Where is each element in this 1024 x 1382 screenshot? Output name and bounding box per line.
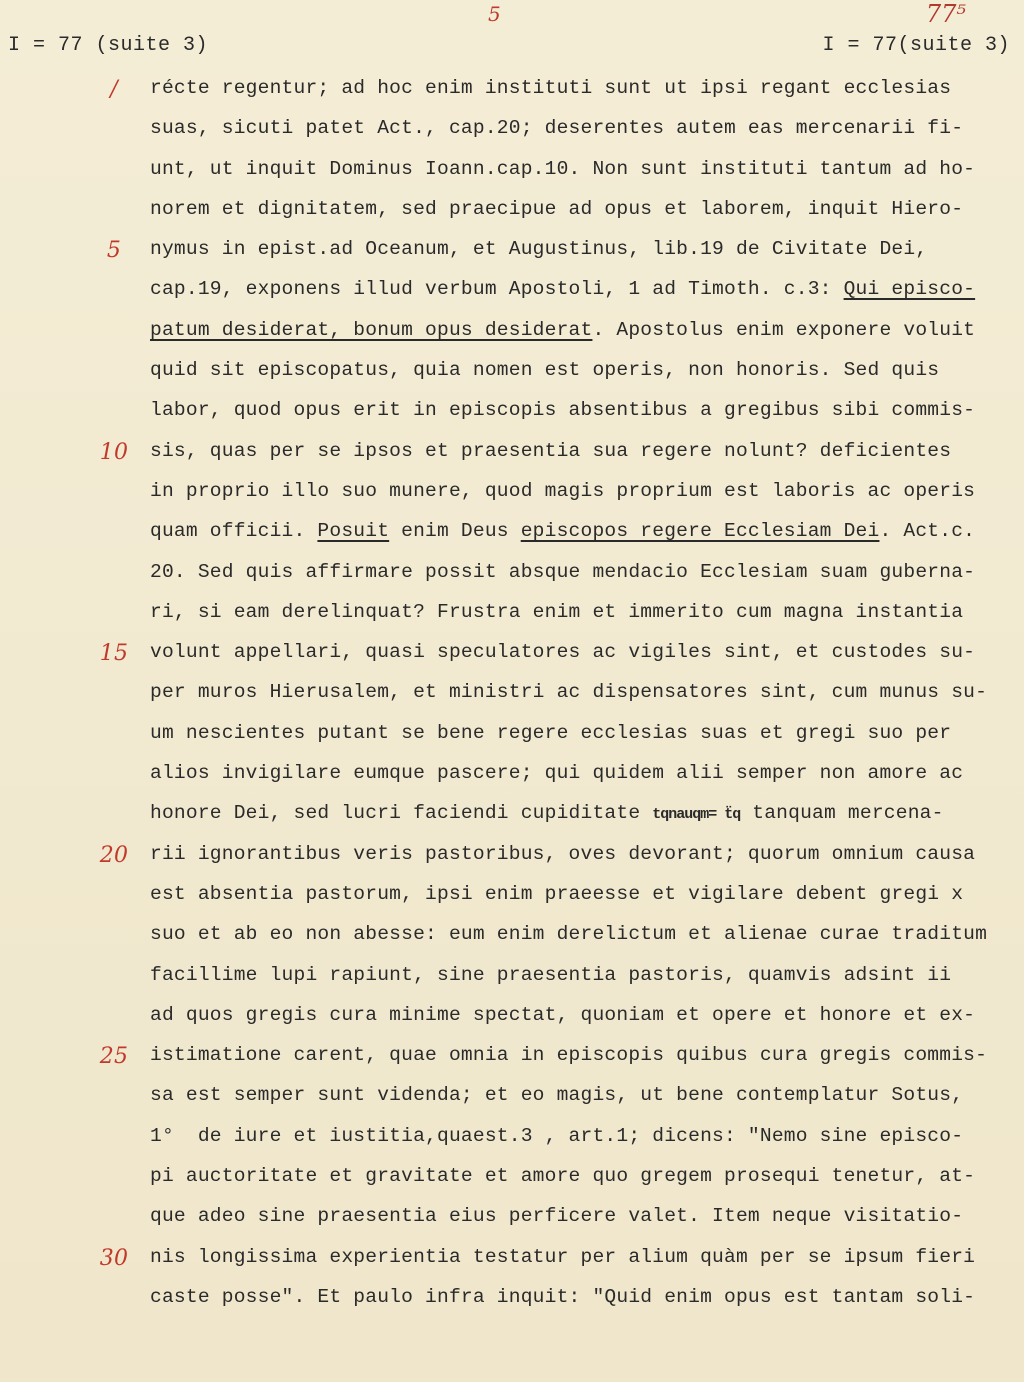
line-text: 1° de iure et iustitia,quaest.3 , art.1; dicens: "Nemo sine episco- [150,1124,964,1147]
line-text: récte regentur; ad hoc enim instituti sunt ut ipsi regant ecclesias [150,77,952,99]
text-line [99,839,1020,879]
line-text: 20. Sed quis affirmare possit absque mendacio Ecclesiam suam guberna- [150,560,976,583]
line-text: nymus in epist.ad Oceanum, et Augustinus, lib.19 de Civitate Dei, [150,238,928,261]
line-text: tanquam mercena- [740,802,944,825]
line-text: quam officii. [150,520,318,543]
line-text: per muros Hierusalem, et ministri ac dispensatores sint, cum munus su- [150,681,988,704]
line-text: suas, sicuti patet Act., cap.20; deserentes autem eas mercenarii fi- [150,117,964,140]
line-text: um nescientes putant se bene regere ecclesias suas et gregi suo per [150,721,952,744]
line-text: cap.19, exponens illud verbum Apostoli, 1 ad Timoth. c.3: [150,278,844,301]
text-line [99,436,1020,476]
pencil-folio-number: 77⁵ [925,0,966,28]
line-text: labor, quod opus erit in episcopis absentibus a gregibus sibi commis- [150,399,976,422]
text-line [150,113,1020,153]
line-text: caste posse". Et paulo infra inquit: "Quid enim opus est tantam soli- [150,1285,976,1308]
text-line [99,1040,1020,1080]
line-number-marker: / [110,77,118,102]
header-right-reference: I = 77(suite 3) [822,34,1010,57]
line-text: istimatione carent, quae omnia in episcopis quibus cura gregis commis- [150,1044,988,1067]
text-line [150,476,1020,516]
text-line [150,919,1020,959]
line-number-marker: 20 [99,842,129,868]
line-text: nis longissima experientia testatur per alium quàm per se ipsum fieri [150,1245,976,1268]
line-number-marker: 25 [99,1044,129,1070]
text-line [150,960,1020,1000]
line-text: . Act.c. [879,520,976,543]
header-left-reference: I = 77 (suite 3) [8,34,209,57]
underlined-text: patum desiderat, bonum opus desiderat [150,318,593,341]
line-text: que adeo sine praesentia eius perficere valet. Item neque visitatio- [150,1205,964,1228]
text-line [106,234,1020,274]
text-line [150,1201,1020,1241]
text-line [99,637,1020,677]
text-line [150,315,1020,355]
text-line [150,758,1020,798]
text-line [150,798,1020,838]
text-line [150,557,1020,597]
line-text: ri, si eam derelinquat? Frustra enim et immerito cum magna instantia [150,600,964,623]
text-line [150,718,1020,758]
text-line [110,73,1020,113]
line-text: rii ignorantibus veris pastoribus, oves devorant; quorum omnium causa [150,842,976,865]
line-text: alios invigilare eumque pascere; qui quidem alii semper non amore ac [150,762,964,785]
text-line [150,1161,1020,1201]
underlined-text: episcopos regere Ecclesiam Dei [520,520,880,543]
text-line [150,1121,1020,1161]
body-text [99,73,1020,1322]
line-text: honore Dei, sed lucri faciendi cupiditate [150,802,653,825]
text-line [150,194,1020,234]
line-number-marker: 15 [99,641,129,667]
underlined-text: Qui episco- [843,278,976,301]
line-number-marker: 5 [106,238,122,264]
line-text: volunt appellari, quasi speculatores ac vigiles sint, et custodes su- [150,641,976,664]
text-line [150,1282,1020,1322]
line-text: ad quos gregis cura minime spectat, quoniam et opere et honore et ex- [150,1003,976,1026]
line-text: norem et dignitatem, sed praecipue ad opus et laborem, inquit Hiero- [150,197,964,220]
line-text: enim Deus [389,520,521,543]
text-line [150,355,1020,395]
line-text: . Apostolus enim exponere voluit [592,318,976,341]
text-line [150,395,1020,435]
text-line [150,597,1020,637]
line-text: sis, quas per se ipsos et praesentia sua regere nolunt? deficientes [150,439,952,462]
line-text: sa est semper sunt videnda; et eo magis, ut bene contemplatur Sotus, [150,1084,964,1107]
line-text: quid sit episcopatus, quia nomen est operis, non honoris. Sed quis [150,359,940,382]
text-line [150,1000,1020,1040]
text-line [150,677,1020,717]
line-text: est absentia pastorum, ipsi enim praeesse et vigilare debent gregi x [150,882,964,905]
struck-out-text: tqnauqm= ẗq [652,806,741,824]
line-text: facillime lupi rapiunt, sine praesentia pastoris, quamvis adsint ii [150,963,952,986]
line-text: pi auctoritate et gravitate et amore quo gregem prosequi tenetur, at- [150,1165,976,1188]
line-text: in proprio illo suo munere, quod magis proprium est laboris ac operis [150,479,976,502]
text-line [150,516,1020,556]
underlined-text: Posuit [317,520,390,543]
pencil-page-mark: 5 [488,2,501,26]
text-line [150,274,1020,314]
text-line [99,1242,1020,1282]
text-line [150,1080,1020,1120]
line-text: suo et ab eo non abesse: eum enim derelictum et alienae curae traditum [150,923,988,946]
text-line [150,154,1020,194]
line-number-marker: 10 [99,439,129,465]
line-number-marker: 30 [99,1245,129,1271]
text-line [150,879,1020,919]
line-text: unt, ut inquit Dominus Ioann.cap.10. Non sunt instituti tantum ad ho- [150,157,976,180]
